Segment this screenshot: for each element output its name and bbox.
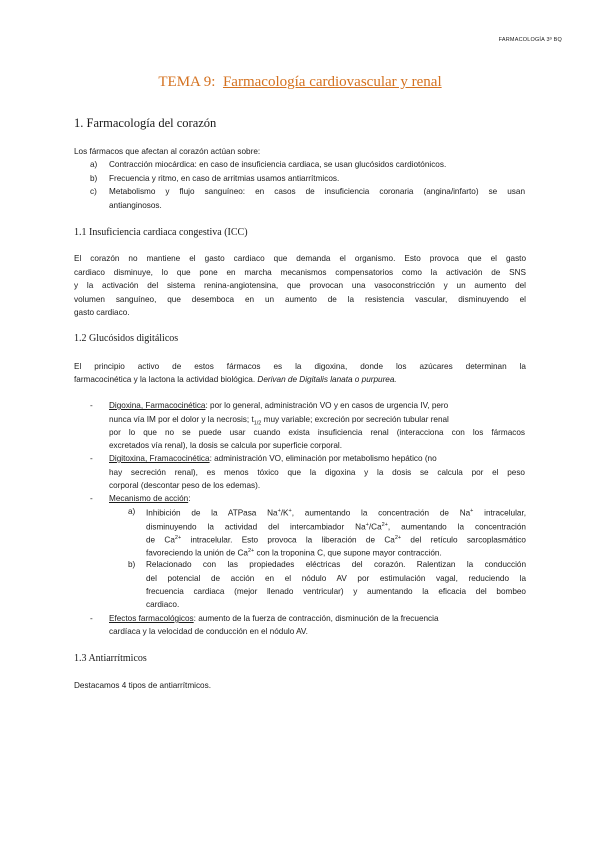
ion-charge: + <box>288 508 292 514</box>
glucosidos-line-1: El principio activo de estos fármacos es la digoxina, donde los azúcares determinan la <box>74 362 526 371</box>
mecanismo-a-text-2b: /Ca <box>368 522 382 532</box>
section-1-2-heading: 1.2 Glucósidos digitálicos <box>74 333 179 344</box>
glucosidos-origin: Derivan de Digitalis lanata o purpurea. <box>257 375 397 384</box>
ion-charge: 2+ <box>394 535 402 541</box>
mecanismo-line <box>109 492 525 505</box>
glucosidos-line-2 <box>74 373 526 386</box>
bullet-dash: - <box>90 401 93 410</box>
mecanismo-a-text-2c: , aumentando la concentración <box>387 522 526 532</box>
mecanismo-a-text-1a: Inhibición de la ATPasa Na <box>146 508 278 518</box>
ion-charge: 2+ <box>247 548 255 554</box>
half-life-subscript: 1/2 <box>253 420 262 427</box>
list-marker-b: b) <box>90 174 98 183</box>
icc-line-4: volumen sanguíneo, que desemboca en un aumento de la resistencia vascular, disminuyendo el <box>74 295 526 304</box>
antiarritmicos-text: Destacamos 4 tipos de antiarrítmicos. <box>74 681 211 690</box>
digoxina-text-2a: nunca vía IM por el dolor y la necrosis; t <box>109 415 254 424</box>
list-item-a: Contracción miocárdica: en caso de insuficiencia cardiaca, se usan glucósidos cardiotónicos. <box>109 160 447 169</box>
efectos-label: Efectos farmacológicos <box>109 614 194 623</box>
section-1-intro: Los fármacos que afectan al corazón actúan sobre: <box>74 147 261 156</box>
chapter-title <box>0 74 600 91</box>
digitoxina-line-1 <box>109 452 525 465</box>
bullet-dash: - <box>90 614 93 623</box>
efectos-text-1: : aumento de la fuerza de contracción, disminución de la frecuencia <box>193 614 439 623</box>
mecanismo-a-text-4a: favoreciendo la unión de Ca <box>146 548 248 558</box>
icc-line-3: y la activación del sistema renina-angiotensina, que provocan una vasoconstricción y un aumento del <box>74 281 526 290</box>
mecanismo-a-line-1 <box>146 505 526 520</box>
chapter-number: TEMA 9: <box>158 74 216 90</box>
bullet-dash: - <box>90 454 93 463</box>
mecanismo-b-line-3: frecuencia cardiaca (mejor llenado ventricular) y aumentando la eficacia del bombeo <box>146 587 526 596</box>
digitoxina-line-3: corporal (descontar peso de los edemas). <box>109 481 261 490</box>
section-1-3-heading: 1.3 Antiarrítmicos <box>74 653 147 664</box>
digitoxina-text-1: : administración VO, eliminación por metabolismo hepático (no <box>209 454 437 463</box>
digoxina-line-4: excretados vía renal), la dosis se calcula por superficie corporal. <box>109 441 342 450</box>
ion-charge: 2+ <box>174 535 182 541</box>
running-header: FARMACOLOGÍA 3º BQ <box>498 37 562 43</box>
ion-charge: 2+ <box>381 522 388 528</box>
mecanismo-a-text-3b: intracelular. Esto provoca la liberación de Ca <box>181 535 395 545</box>
mecanismo-colon: : <box>188 494 191 503</box>
list-marker-c: c) <box>90 187 97 196</box>
mecanismo-label: Mecanismo de acción <box>109 494 189 503</box>
digoxina-line-3: por lo que no se puede usar cuando exista insuficiencia renal (interacciona con los fármacos <box>109 428 525 437</box>
mecanismo-a-text-2a: disminuyendo la actividad del intercambiador Na <box>146 522 366 532</box>
sublist-marker-a: a) <box>128 507 136 516</box>
icc-line-1: El corazón no mantiene el gasto cardiaco que demanda el organismo. Esto provoca que el gasto <box>74 254 526 263</box>
digitoxina-line-2: hay secreción renal), es menos tóxico que la digoxina y la dosis se calcula por el peso <box>109 468 525 477</box>
mecanismo-a-text-1c: , aumentando la concentración de Na <box>291 508 471 518</box>
list-item-b: Frecuencia y ritmo, en caso de arritmias usamos antiarrítmicos. <box>109 174 340 183</box>
efectos-line-1 <box>109 612 525 625</box>
ion-charge: + <box>365 522 369 528</box>
digoxina-text-2b: muy variable; excreción por secreción tubular renal <box>261 415 449 424</box>
chapter-name: Farmacología cardiovascular y renal <box>222 74 442 90</box>
ion-charge: + <box>470 508 474 514</box>
section-1-heading: 1. Farmacología del corazón <box>74 116 217 130</box>
section-1-1-heading: 1.1 Insuficiencia cardiaca congestiva (ICC) <box>74 227 248 238</box>
digitoxina-label: Digitoxina, Framacocinética <box>109 454 210 463</box>
icc-line-5: gasto cardiaco. <box>74 308 130 317</box>
mecanismo-a-text-1d: intracelular, <box>473 508 526 518</box>
mecanismo-a-text-3a: de Ca <box>146 535 175 545</box>
digoxina-text-1: : por lo general, administración VO y en casos de urgencia IV, pero <box>205 401 449 410</box>
mecanismo-b-line-4: cardiaco. <box>146 600 180 609</box>
efectos-line-2: cardíaca y la velocidad de conducción en el nódulo AV. <box>109 627 308 636</box>
icc-line-2: cardiaco disminuye, lo que pone en marcha mecanismos compensatorios como la activación de SNS <box>74 268 526 277</box>
mecanismo-a-text-1b: /K <box>280 508 289 518</box>
glucosidos-line-2-text: farmacocinética y la lactona la actividad biológica. <box>74 375 256 384</box>
mecanismo-b-line-2: del potencial de acción en el nódulo AV por estimulación vagal, reduciendo la <box>146 574 526 583</box>
digoxina-label: Digoxina, Farmacocinética <box>109 401 206 410</box>
mecanismo-a-text-4b: con la troponina C, que supone mayor contracción. <box>254 548 442 558</box>
list-item-c-line2: antianginosos. <box>109 201 162 210</box>
ion-charge: + <box>277 508 281 514</box>
bullet-dash: - <box>90 494 93 503</box>
mecanismo-a-text-3c: del retículo sarcoplasmático <box>401 535 526 545</box>
list-item-c-line1: Metabolismo y flujo sanguíneo: en casos de insuficiencia coronaria (angina/infarto) se usan <box>109 187 525 196</box>
digoxina-line-1 <box>109 399 525 412</box>
mecanismo-b-line-1: Relacionado con las propiedades eléctricas del corazón. Ralentizan la conducción <box>146 560 526 569</box>
sublist-marker-b: b) <box>128 560 136 569</box>
list-marker-a: a) <box>90 160 98 169</box>
